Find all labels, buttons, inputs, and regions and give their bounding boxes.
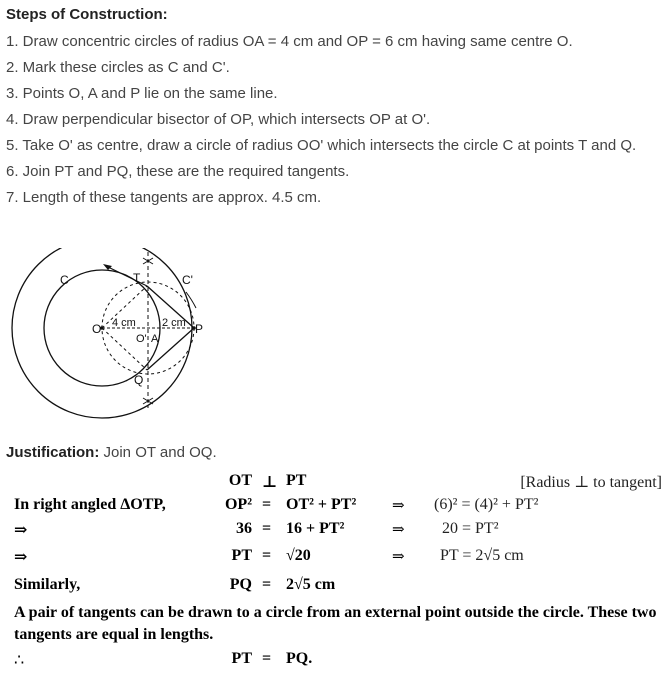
proof-side: 20 = PT² [442,520,499,537]
proof-row [0,472,672,496]
final-op: = [262,650,272,667]
proof-lhs: OT [228,472,252,489]
steps-heading: Steps of Construction: [6,6,168,23]
step-3: 3. Points O, A and P lie on the same line. [6,85,278,102]
proof-left: In right angled ΔOTP, [14,496,166,513]
step-4: 4. Draw perpendicular bisector of OP, which intersects OP at O'. [6,111,431,128]
proof-op: = [262,576,272,593]
step-6: 6. Join PT and PQ, these are the required tangents. [6,163,350,180]
proof-lhs: PT [231,547,252,564]
implies-arrow: ⇒ [392,498,405,514]
proof-rhs: 16 + PT² [286,520,345,537]
label-O: O [92,322,102,336]
proof-op: = [262,496,272,513]
label-4cm: 4 cm [112,317,136,329]
proof-note: [Radius ⊥ to tangent] [520,474,662,491]
proof-lhs: OP² [224,496,252,513]
step-7: 7. Length of these tangents are approx. 4.5 cm. [6,189,322,206]
step-5: 5. Take O' as centre, draw a circle of radius OO' which intersects the circle C at points T and Q. [6,137,637,154]
final-lhs: PT [231,650,252,667]
proof-lhs: 36 [236,520,252,537]
justification-text: Join OT and OQ. [99,444,217,461]
therefore-symbol: ∴ [14,652,25,669]
final-rhs: PQ. [286,650,313,667]
label-C: C [60,273,69,287]
proof-row [0,496,672,520]
proof-rhs: OT² + PT² [286,496,357,513]
label-P: P [195,322,204,336]
proof-row [0,576,672,600]
proof-left: ⇒ [14,549,28,566]
label-Q: Q [134,373,144,387]
proof-side: PT = 2√5 cm [440,547,524,564]
proof-op: ⊥ [262,474,278,491]
proof-row [0,520,672,544]
proof-rhs: PT [286,472,307,489]
proof-op: = [262,547,272,564]
implies-arrow: ⇒ [392,549,405,565]
label-T: T [133,271,141,285]
proof-rhs: 2√5 cm [286,576,336,593]
implies-arrow: ⇒ [392,522,405,538]
proof-rhs: √20 [286,547,311,564]
justification-line [6,444,217,461]
proof-left: Similarly, [14,576,81,593]
label-C-prime: C' [182,273,193,287]
step-2: 2. Mark these circles as C and C'. [6,59,230,76]
proof-lhs: PQ [229,576,252,593]
conclusion-paragraph: A pair of tangents can be drawn to a circle from an external point outside the circle. These two tangents are equal in lengths. [14,604,657,643]
justification-label: Justification: [6,444,100,461]
step-1: 1. Draw concentric circles of radius OA = 4 cm and OP = 6 cm having same centre O. [6,33,573,50]
proof-side: (6)² = (4)² + PT² [434,496,539,513]
label-A: A [151,333,159,345]
label-2cm: 2 cm [162,317,186,329]
proof-left: ⇒ [14,522,28,539]
label-O-prime: O' [136,333,147,345]
proof-op: = [262,520,272,537]
final-row [0,650,672,674]
construction-figure [6,248,216,426]
proof-row [0,547,672,571]
